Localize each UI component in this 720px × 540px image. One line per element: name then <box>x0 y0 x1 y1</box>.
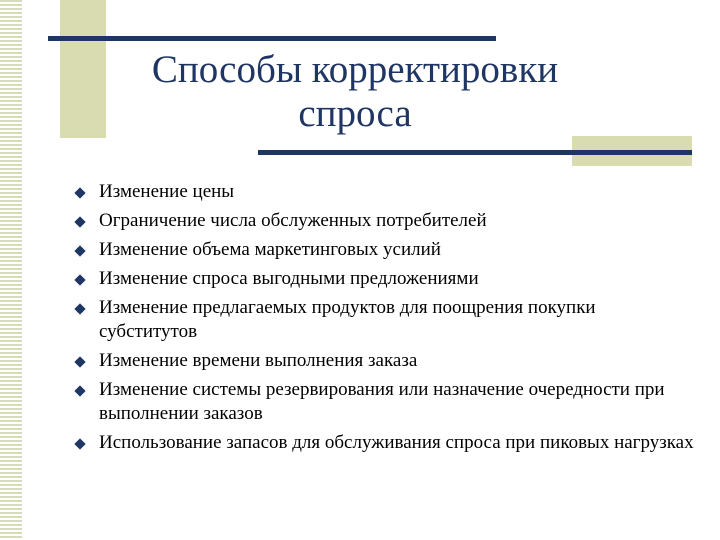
bullet-text: Использование запасов для обслуживания спроса при пиковых нагрузках <box>99 432 694 453</box>
diamond-bullet-icon <box>74 385 85 396</box>
diamond-bullet-icon <box>74 356 85 367</box>
bullet-item <box>74 180 694 204</box>
bullet-text: Изменение объема маркетинговых усилий <box>99 239 441 260</box>
bullet-item <box>74 349 694 373</box>
bullet-text: Изменение спроса выгодными предложениями <box>99 268 479 289</box>
slide-title <box>120 48 590 136</box>
slide-title-line-1: Способы корректировки <box>151 48 559 91</box>
bullet-item <box>74 238 694 262</box>
bullet-item <box>74 267 694 291</box>
bullet-text: Изменение времени выполнения заказа <box>99 350 418 371</box>
slide-title-line-2: спроса <box>298 92 412 135</box>
diamond-bullet-icon <box>74 303 85 314</box>
bullet-list <box>74 180 694 460</box>
left-stripes-decoration <box>0 0 22 540</box>
bullet-item <box>74 378 694 426</box>
bullet-text: Ограничение числа обслуженных потребителей <box>99 210 487 231</box>
bullet-text: Изменение цены <box>99 181 235 202</box>
bullet-item <box>74 296 694 344</box>
diamond-bullet-icon <box>74 245 85 256</box>
diamond-bullet-icon <box>74 216 85 227</box>
bullet-text: Изменение предлагаемых продуктов для поощрения покупки субститутов <box>99 297 596 342</box>
bottom-decor-line <box>258 150 692 155</box>
diamond-bullet-icon <box>74 274 85 285</box>
top-decor-line <box>48 36 496 41</box>
diamond-bullet-icon <box>74 187 85 198</box>
bullet-item <box>74 209 694 233</box>
bullet-item <box>74 431 694 455</box>
bullet-text: Изменение системы резервирования или назначение очередности при выполнении заказов <box>99 379 665 424</box>
diamond-bullet-icon <box>74 438 85 449</box>
top-decor-block <box>60 0 106 138</box>
